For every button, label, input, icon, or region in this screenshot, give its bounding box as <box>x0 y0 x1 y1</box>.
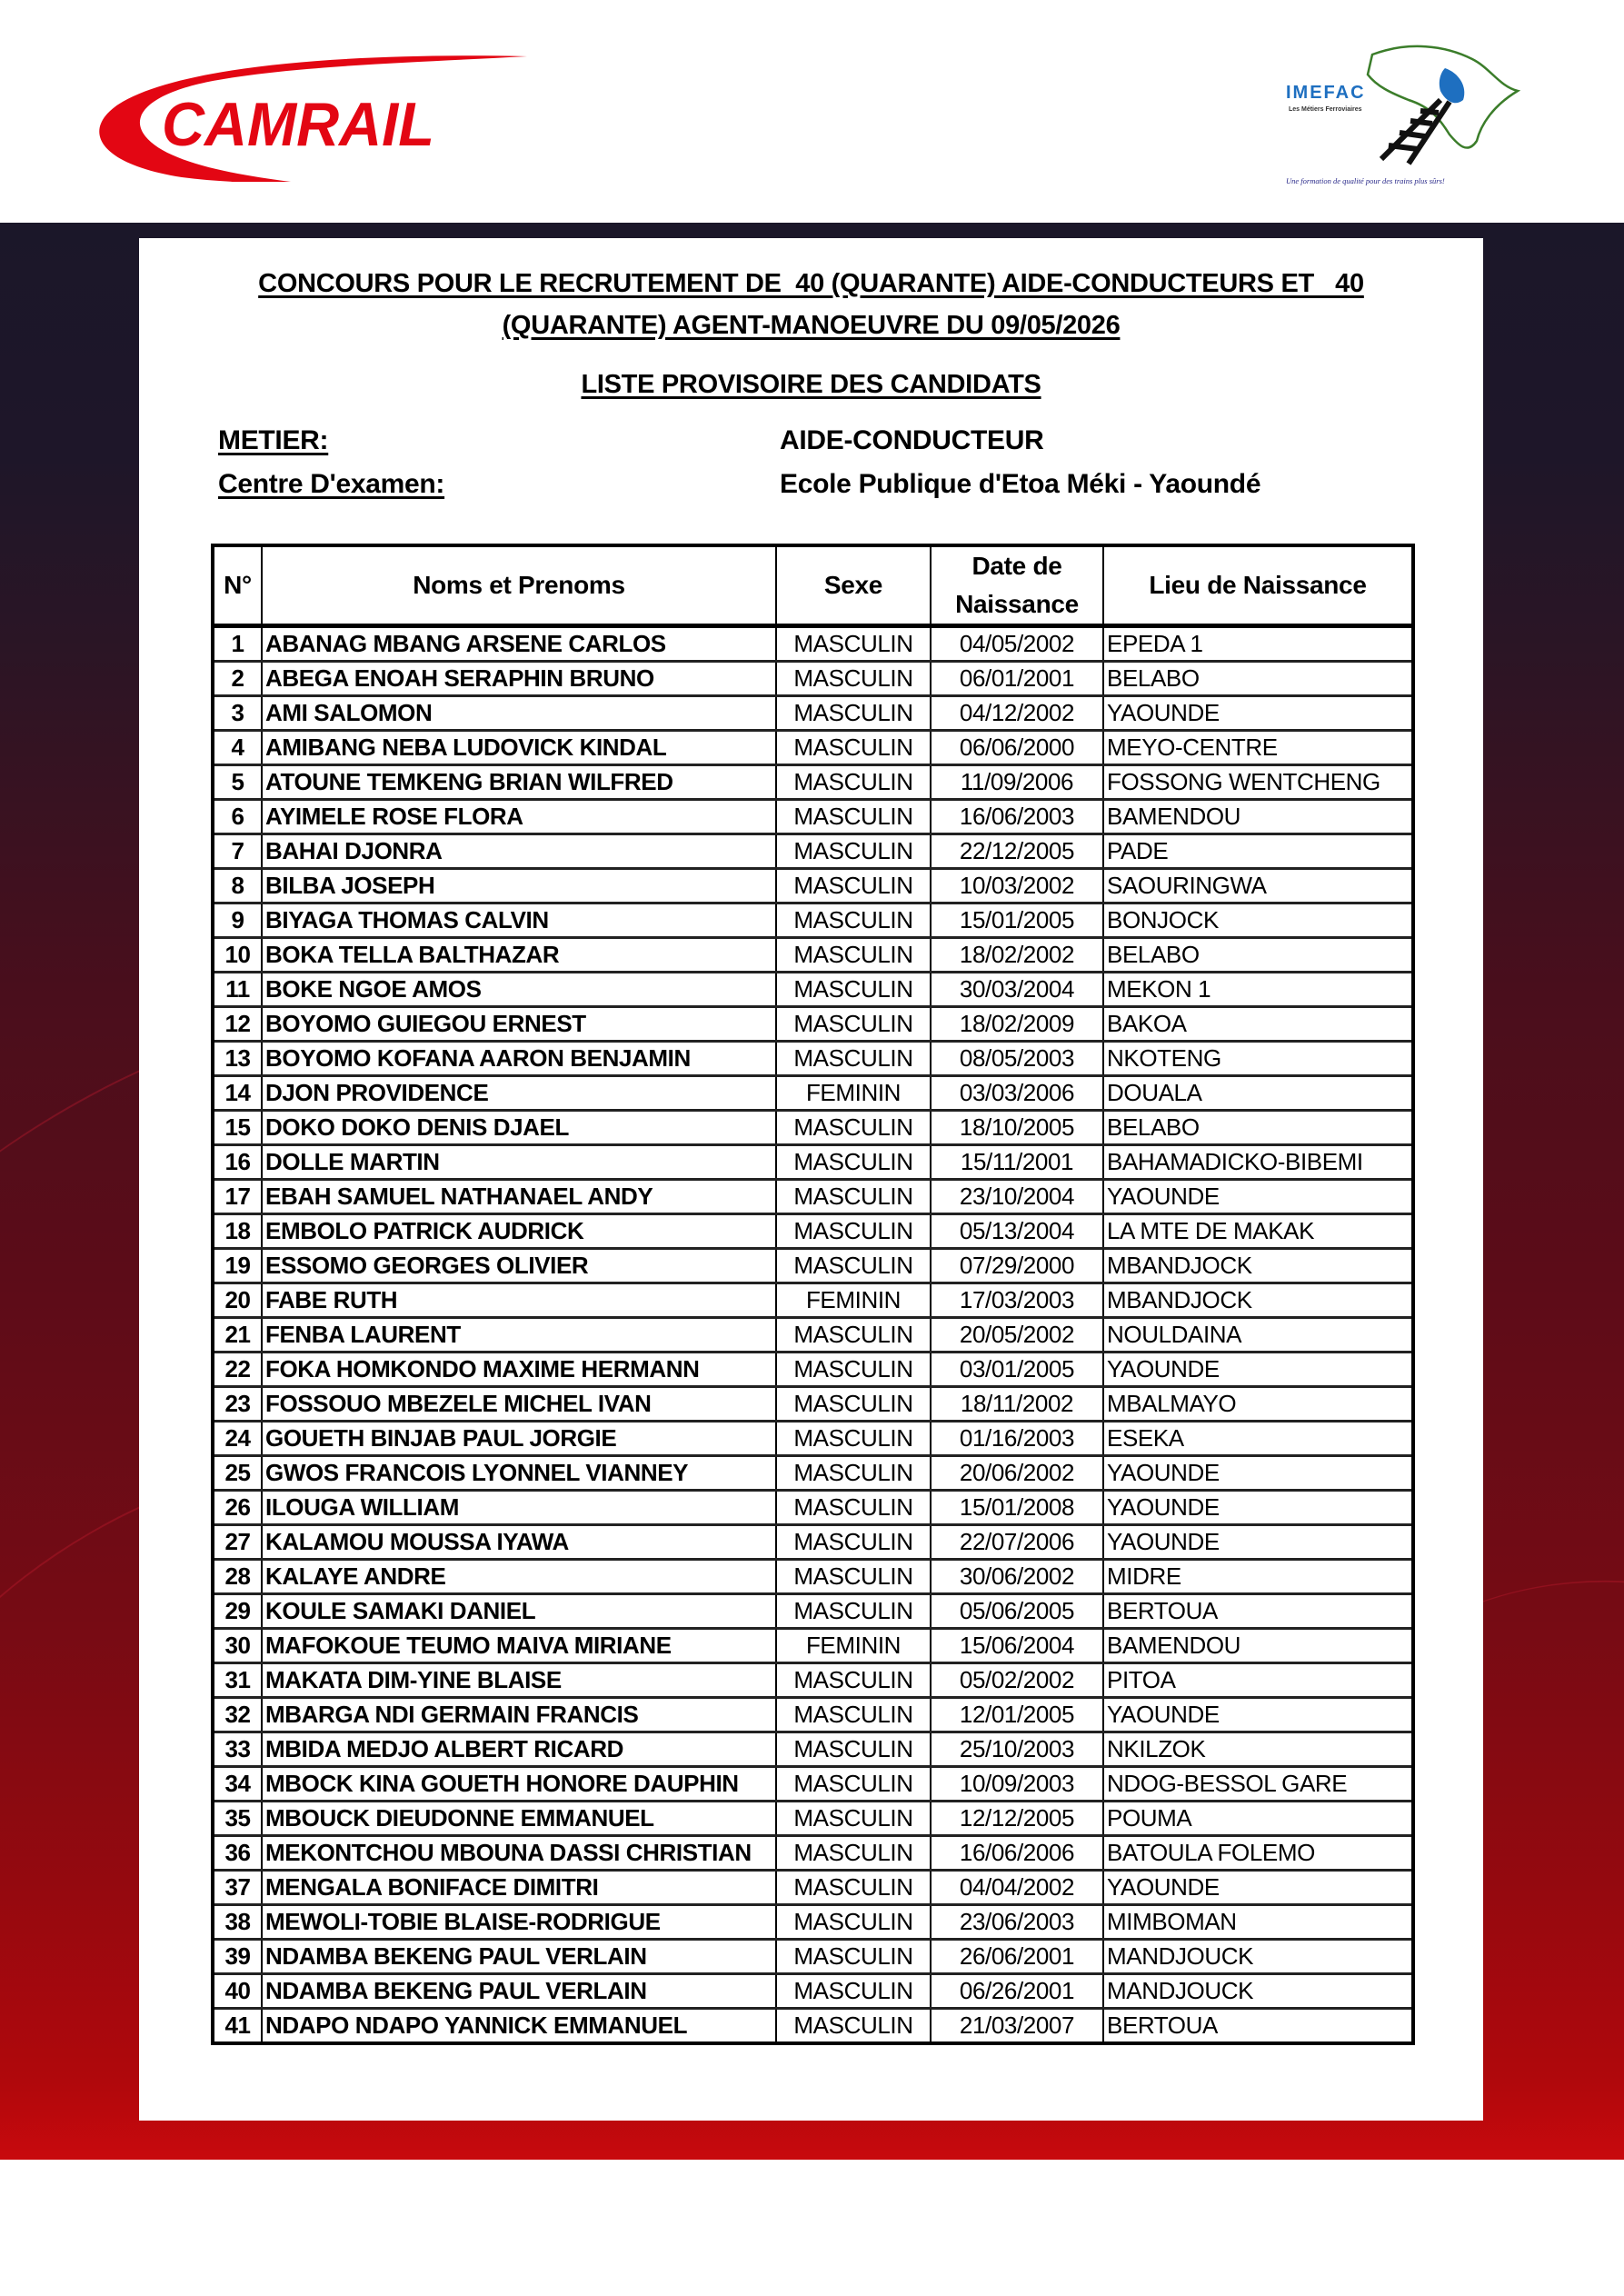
metier-label <box>218 425 328 456</box>
candidate-birthdate: 30/06/2002 <box>931 1560 1103 1594</box>
table-row <box>213 1802 1413 1836</box>
candidate-name: AMIBANG NEBA LUDOVICK KINDAL <box>262 731 776 765</box>
document-subtitle <box>139 370 1483 400</box>
candidate-sex: MASCULIN <box>776 1214 931 1249</box>
row-number: 17 <box>213 1180 262 1214</box>
candidate-birthplace: ESEKA <box>1103 1422 1413 1456</box>
camrail-logo-text: CAMRAIL <box>162 90 434 159</box>
table-row <box>213 1283 1413 1318</box>
candidate-birthplace: BERTOUA <box>1103 2009 1413 2044</box>
table-row <box>213 1629 1413 1663</box>
table-row <box>213 1940 1413 1974</box>
candidate-name: AMI SALOMON <box>262 696 776 731</box>
candidate-sex: MASCULIN <box>776 662 931 696</box>
candidate-sex: MASCULIN <box>776 1974 931 2009</box>
candidate-sex: MASCULIN <box>776 765 931 800</box>
candidate-sex: MASCULIN <box>776 1698 931 1732</box>
candidate-sex: MASCULIN <box>776 1456 931 1491</box>
row-number: 21 <box>213 1318 262 1353</box>
table-row <box>213 938 1413 973</box>
centre-label-text: Centre D'examen: <box>218 469 445 499</box>
candidate-sex: FEMININ <box>776 1629 931 1663</box>
candidate-birthplace: DOUALA <box>1103 1076 1413 1111</box>
table-row <box>213 765 1413 800</box>
candidate-birthplace: BAKOA <box>1103 1007 1413 1042</box>
candidate-birthdate: 05/13/2004 <box>931 1214 1103 1249</box>
candidate-sex: MASCULIN <box>776 1145 931 1180</box>
column-header-name: Noms et Prenoms <box>262 545 776 626</box>
candidate-name: BAHAI DJONRA <box>262 834 776 869</box>
row-number: 6 <box>213 800 262 834</box>
row-number: 4 <box>213 731 262 765</box>
row-number: 40 <box>213 1974 262 2009</box>
row-number: 23 <box>213 1387 262 1422</box>
candidate-birthplace: MBANDJOCK <box>1103 1249 1413 1283</box>
table-row <box>213 1007 1413 1042</box>
row-number: 2 <box>213 662 262 696</box>
table-row <box>213 869 1413 903</box>
candidate-birthplace: YAOUNDE <box>1103 1456 1413 1491</box>
table-row <box>213 1076 1413 1111</box>
row-number: 34 <box>213 1767 262 1802</box>
row-number: 25 <box>213 1456 262 1491</box>
table-row <box>213 2009 1413 2044</box>
candidate-birthplace: YAOUNDE <box>1103 1353 1413 1387</box>
row-number: 33 <box>213 1732 262 1767</box>
row-number: 22 <box>213 1353 262 1387</box>
candidate-birthplace: MBALMAYO <box>1103 1387 1413 1422</box>
candidate-birthplace: YAOUNDE <box>1103 1698 1413 1732</box>
candidate-sex: MASCULIN <box>776 696 931 731</box>
candidate-name: DJON PROVIDENCE <box>262 1076 776 1111</box>
candidate-birthplace: NKOTENG <box>1103 1042 1413 1076</box>
candidate-birthplace: SAOURINGWA <box>1103 869 1413 903</box>
candidate-birthplace: BAMENDOU <box>1103 1629 1413 1663</box>
table-row <box>213 1353 1413 1387</box>
candidate-sex: MASCULIN <box>776 1905 931 1940</box>
candidate-birthplace: YAOUNDE <box>1103 1871 1413 1905</box>
candidate-name: KOULE SAMAKI DANIEL <box>262 1594 776 1629</box>
imefac-logo-subtitle: Les Métiers Ferroviaires <box>1289 106 1362 113</box>
candidate-birthplace: BATOULA FOLEMO <box>1103 1836 1413 1871</box>
candidate-name: DOKO DOKO DENIS DJAEL <box>262 1111 776 1145</box>
candidate-birthplace: MIMBOMAN <box>1103 1905 1413 1940</box>
candidate-birthdate: 23/06/2003 <box>931 1905 1103 1940</box>
table-row <box>213 800 1413 834</box>
candidate-birthplace: MEYO-CENTRE <box>1103 731 1413 765</box>
candidate-sex: MASCULIN <box>776 1387 931 1422</box>
candidate-name: MBARGA NDI GERMAIN FRANCIS <box>262 1698 776 1732</box>
imefac-logo-tagline: Une formation de qualité pour des trains plus sûrs! <box>1286 176 1445 185</box>
candidate-name: BOYOMO GUIEGOU ERNEST <box>262 1007 776 1042</box>
candidate-sex: FEMININ <box>776 1076 931 1111</box>
row-number: 39 <box>213 1940 262 1974</box>
row-number: 30 <box>213 1629 262 1663</box>
candidate-birthplace: NOULDAINA <box>1103 1318 1413 1353</box>
candidate-birthplace: BELABO <box>1103 662 1413 696</box>
candidate-name: ILOUGA WILLIAM <box>262 1491 776 1525</box>
candidate-birthdate: 04/04/2002 <box>931 1871 1103 1905</box>
candidate-sex: MASCULIN <box>776 1802 931 1836</box>
table-row <box>213 1974 1413 2009</box>
candidate-birthplace: NKILZOK <box>1103 1732 1413 1767</box>
candidate-sex: MASCULIN <box>776 938 931 973</box>
table-row <box>213 1767 1413 1802</box>
imefac-logo-text: IMEFAC <box>1286 83 1366 103</box>
candidate-name: FOSSOUO MBEZELE MICHEL IVAN <box>262 1387 776 1422</box>
document-subtitle-text: LISTE PROVISOIRE DES CANDIDATS <box>581 370 1041 399</box>
row-number: 24 <box>213 1422 262 1456</box>
table-row <box>213 731 1413 765</box>
candidate-birthdate: 23/10/2004 <box>931 1180 1103 1214</box>
row-number: 37 <box>213 1871 262 1905</box>
candidate-birthdate: 17/03/2003 <box>931 1283 1103 1318</box>
candidate-birthplace: BELABO <box>1103 1111 1413 1145</box>
row-number: 31 <box>213 1663 262 1698</box>
candidate-birthdate: 04/05/2002 <box>931 626 1103 662</box>
candidate-birthplace: POUMA <box>1103 1802 1413 1836</box>
candidate-birthplace: MEKON 1 <box>1103 973 1413 1007</box>
candidate-sex: MASCULIN <box>776 2009 931 2044</box>
candidate-birthplace: MANDJOUCK <box>1103 1940 1413 1974</box>
candidate-name: BOYOMO KOFANA AARON BENJAMIN <box>262 1042 776 1076</box>
table-row <box>213 1387 1413 1422</box>
table-row <box>213 1732 1413 1767</box>
table-body <box>213 626 1413 2044</box>
row-number: 9 <box>213 903 262 938</box>
table-row <box>213 1491 1413 1525</box>
candidate-name: GWOS FRANCOIS LYONNEL VIANNEY <box>262 1456 776 1491</box>
candidate-sex: MASCULIN <box>776 1111 931 1145</box>
candidate-sex: MASCULIN <box>776 1422 931 1456</box>
candidate-name: MAFOKOUE TEUMO MAIVA MIRIANE <box>262 1629 776 1663</box>
row-number: 27 <box>213 1525 262 1560</box>
candidate-sex: MASCULIN <box>776 1594 931 1629</box>
column-header-number: N° <box>213 545 262 626</box>
row-number: 20 <box>213 1283 262 1318</box>
table-header-row <box>213 545 1413 626</box>
candidate-name: AYIMELE ROSE FLORA <box>262 800 776 834</box>
row-number: 19 <box>213 1249 262 1283</box>
row-number: 35 <box>213 1802 262 1836</box>
table-row <box>213 1111 1413 1145</box>
table-row <box>213 662 1413 696</box>
candidate-name: GOUETH BINJAB PAUL JORGIE <box>262 1422 776 1456</box>
candidate-name: KALAYE ANDRE <box>262 1560 776 1594</box>
candidate-sex: MASCULIN <box>776 1836 931 1871</box>
candidate-sex: MASCULIN <box>776 1180 931 1214</box>
column-header-birthdate: Date de Naissance <box>931 545 1103 626</box>
candidate-birthdate: 25/10/2003 <box>931 1732 1103 1767</box>
candidate-sex: MASCULIN <box>776 1491 931 1525</box>
candidate-name: MAKATA DIM-YINE BLAISE <box>262 1663 776 1698</box>
row-number: 10 <box>213 938 262 973</box>
column-header-birthplace: Lieu de Naissance <box>1103 545 1413 626</box>
candidate-birthdate: 04/12/2002 <box>931 696 1103 731</box>
row-number: 13 <box>213 1042 262 1076</box>
candidate-name: EMBOLO PATRICK AUDRICK <box>262 1214 776 1249</box>
candidates-table <box>211 544 1415 2045</box>
candidate-sex: MASCULIN <box>776 1560 931 1594</box>
candidate-sex: MASCULIN <box>776 1663 931 1698</box>
candidate-birthdate: 18/02/2009 <box>931 1007 1103 1042</box>
candidate-birthplace: MBANDJOCK <box>1103 1283 1413 1318</box>
table-row <box>213 1180 1413 1214</box>
candidate-sex: MASCULIN <box>776 1732 931 1767</box>
candidate-birthdate: 05/06/2005 <box>931 1594 1103 1629</box>
candidate-birthplace: NDOG-BESSOL GARE <box>1103 1767 1413 1802</box>
table-row <box>213 1525 1413 1560</box>
metier-label-text: METIER: <box>218 425 329 455</box>
candidate-birthdate: 11/09/2006 <box>931 765 1103 800</box>
table-row <box>213 1318 1413 1353</box>
table-row <box>213 1560 1413 1594</box>
candidate-birthdate: 15/06/2004 <box>931 1629 1103 1663</box>
candidate-sex: MASCULIN <box>776 1940 931 1974</box>
candidate-birthdate: 06/26/2001 <box>931 1974 1103 2009</box>
table-row <box>213 1663 1413 1698</box>
candidate-sex: MASCULIN <box>776 834 931 869</box>
candidate-name: MBOUCK DIEUDONNE EMMANUEL <box>262 1802 776 1836</box>
candidate-birthplace: BAHAMADICKO-BIBEMI <box>1103 1145 1413 1180</box>
candidate-sex: MASCULIN <box>776 1353 931 1387</box>
candidate-birthdate: 07/29/2000 <box>931 1249 1103 1283</box>
candidate-birthplace: BONJOCK <box>1103 903 1413 938</box>
table-row <box>213 696 1413 731</box>
row-number: 18 <box>213 1214 262 1249</box>
row-number: 29 <box>213 1594 262 1629</box>
candidate-birthdate: 15/01/2005 <box>931 903 1103 938</box>
candidate-name: KALAMOU MOUSSA IYAWA <box>262 1525 776 1560</box>
row-number: 7 <box>213 834 262 869</box>
document-paper <box>139 238 1483 2121</box>
row-number: 12 <box>213 1007 262 1042</box>
row-number: 16 <box>213 1145 262 1180</box>
table-row <box>213 903 1413 938</box>
candidate-name: MBIDA MEDJO ALBERT RICARD <box>262 1732 776 1767</box>
table-row <box>213 1214 1413 1249</box>
document-title-continued <box>139 311 1483 341</box>
candidate-sex: MASCULIN <box>776 1249 931 1283</box>
candidate-sex: MASCULIN <box>776 1318 931 1353</box>
candidate-sex: MASCULIN <box>776 1525 931 1560</box>
candidate-birthdate: 18/02/2002 <box>931 938 1103 973</box>
table-row <box>213 973 1413 1007</box>
row-number: 28 <box>213 1560 262 1594</box>
row-number: 15 <box>213 1111 262 1145</box>
candidate-birthdate: 05/02/2002 <box>931 1663 1103 1698</box>
table-row <box>213 1422 1413 1456</box>
table-row <box>213 1145 1413 1180</box>
camrail-logo <box>64 45 536 182</box>
candidate-name: NDAPO NDAPO YANNICK EMMANUEL <box>262 2009 776 2044</box>
metier-value: AIDE-CONDUCTEUR <box>780 425 1044 455</box>
candidate-birthdate: 03/03/2006 <box>931 1076 1103 1111</box>
candidate-sex: MASCULIN <box>776 973 931 1007</box>
candidate-name: BILBA JOSEPH <box>262 869 776 903</box>
candidate-name: BOKA TELLA BALTHAZAR <box>262 938 776 973</box>
candidate-birthdate: 15/01/2008 <box>931 1491 1103 1525</box>
candidate-birthdate: 15/11/2001 <box>931 1145 1103 1180</box>
row-number: 14 <box>213 1076 262 1111</box>
column-header-sex: Sexe <box>776 545 931 626</box>
document-title <box>139 269 1483 299</box>
candidate-birthplace: EPEDA 1 <box>1103 626 1413 662</box>
candidate-birthdate: 06/01/2001 <box>931 662 1103 696</box>
document-title-line2: (QUARANTE) AGENT-MANOEUVRE DU 09/05/2026 <box>502 311 1121 340</box>
candidate-birthdate: 20/05/2002 <box>931 1318 1103 1353</box>
centre-label <box>218 469 444 500</box>
row-number: 5 <box>213 765 262 800</box>
candidate-sex: FEMININ <box>776 1283 931 1318</box>
table-row <box>213 1594 1413 1629</box>
candidate-birthdate: 22/07/2006 <box>931 1525 1103 1560</box>
candidate-birthdate: 20/06/2002 <box>931 1456 1103 1491</box>
candidate-birthdate: 12/12/2005 <box>931 1802 1103 1836</box>
candidate-sex: MASCULIN <box>776 869 931 903</box>
candidate-birthplace: MANDJOUCK <box>1103 1974 1413 2009</box>
candidate-birthdate: 30/03/2004 <box>931 973 1103 1007</box>
row-number: 36 <box>213 1836 262 1871</box>
candidate-birthplace: YAOUNDE <box>1103 696 1413 731</box>
imefac-logo <box>1272 36 1527 191</box>
candidate-birthplace: MIDRE <box>1103 1560 1413 1594</box>
candidate-sex: MASCULIN <box>776 1871 931 1905</box>
document-title-line1: CONCOURS POUR LE RECRUTEMENT DE 40 (QUARANTE) AIDE-CONDUCTEURS ET 40 <box>258 269 1364 298</box>
page-header <box>0 0 1624 223</box>
candidate-name: DOLLE MARTIN <box>262 1145 776 1180</box>
candidate-name: FENBA LAURENT <box>262 1318 776 1353</box>
candidate-birthdate: 08/05/2003 <box>931 1042 1103 1076</box>
candidate-sex: MASCULIN <box>776 1767 931 1802</box>
table-row <box>213 1836 1413 1871</box>
candidate-birthplace: BAMENDOU <box>1103 800 1413 834</box>
candidate-birthdate: 16/06/2003 <box>931 800 1103 834</box>
candidate-name: MEKONTCHOU MBOUNA DASSI CHRISTIAN <box>262 1836 776 1871</box>
candidate-name: FOKA HOMKONDO MAXIME HERMANN <box>262 1353 776 1387</box>
candidate-birthdate: 26/06/2001 <box>931 1940 1103 1974</box>
candidate-name: ATOUNE TEMKENG BRIAN WILFRED <box>262 765 776 800</box>
candidate-birthplace: YAOUNDE <box>1103 1180 1413 1214</box>
candidate-birthplace: PITOA <box>1103 1663 1413 1698</box>
candidate-birthdate: 16/06/2006 <box>931 1836 1103 1871</box>
candidate-birthplace: LA MTE DE MAKAK <box>1103 1214 1413 1249</box>
row-number: 41 <box>213 2009 262 2044</box>
candidate-birthplace: YAOUNDE <box>1103 1491 1413 1525</box>
candidate-name: ESSOMO GEORGES OLIVIER <box>262 1249 776 1283</box>
table-row <box>213 1905 1413 1940</box>
candidate-birthdate: 10/03/2002 <box>931 869 1103 903</box>
candidate-name: ABANAG MBANG ARSENE CARLOS <box>262 626 776 662</box>
candidate-name: FABE RUTH <box>262 1283 776 1318</box>
candidate-birthdate: 22/12/2005 <box>931 834 1103 869</box>
candidate-name: BOKE NGOE AMOS <box>262 973 776 1007</box>
candidate-sex: MASCULIN <box>776 731 931 765</box>
candidate-birthdate: 06/06/2000 <box>931 731 1103 765</box>
candidate-birthdate: 10/09/2003 <box>931 1767 1103 1802</box>
candidate-name: BIYAGA THOMAS CALVIN <box>262 903 776 938</box>
candidate-name: MEWOLI-TOBIE BLAISE-RODRIGUE <box>262 1905 776 1940</box>
candidate-birthdate: 18/11/2002 <box>931 1387 1103 1422</box>
table-row <box>213 1456 1413 1491</box>
row-number: 32 <box>213 1698 262 1732</box>
candidate-sex: MASCULIN <box>776 626 931 662</box>
row-number: 11 <box>213 973 262 1007</box>
candidate-birthdate: 03/01/2005 <box>931 1353 1103 1387</box>
candidate-sex: MASCULIN <box>776 1007 931 1042</box>
candidate-name: NDAMBA BEKENG PAUL VERLAIN <box>262 1940 776 1974</box>
table-row <box>213 1249 1413 1283</box>
candidate-name: MBOCK KINA GOUETH HONORE DAUPHIN <box>262 1767 776 1802</box>
centre-value: Ecole Publique d'Etoa Méki - Yaoundé <box>780 469 1261 499</box>
table-row <box>213 1698 1413 1732</box>
candidate-name: EBAH SAMUEL NATHANAEL ANDY <box>262 1180 776 1214</box>
row-number: 3 <box>213 696 262 731</box>
candidate-birthplace: BELABO <box>1103 938 1413 973</box>
table-row <box>213 1042 1413 1076</box>
row-number: 38 <box>213 1905 262 1940</box>
table-row <box>213 626 1413 662</box>
candidate-birthplace: BERTOUA <box>1103 1594 1413 1629</box>
candidate-birthplace: FOSSONG WENTCHENG <box>1103 765 1413 800</box>
candidate-sex: MASCULIN <box>776 903 931 938</box>
candidate-birthdate: 01/16/2003 <box>931 1422 1103 1456</box>
row-number: 8 <box>213 869 262 903</box>
table-row <box>213 834 1413 869</box>
candidate-birthdate: 12/01/2005 <box>931 1698 1103 1732</box>
candidate-birthdate: 18/10/2005 <box>931 1111 1103 1145</box>
row-number: 26 <box>213 1491 262 1525</box>
candidate-name: MENGALA BONIFACE DIMITRI <box>262 1871 776 1905</box>
candidate-sex: MASCULIN <box>776 800 931 834</box>
candidate-birthdate: 21/03/2007 <box>931 2009 1103 2044</box>
candidate-name: ABEGA ENOAH SERAPHIN BRUNO <box>262 662 776 696</box>
candidate-birthplace: YAOUNDE <box>1103 1525 1413 1560</box>
candidate-birthplace: PADE <box>1103 834 1413 869</box>
candidate-name: NDAMBA BEKENG PAUL VERLAIN <box>262 1974 776 2009</box>
table-row <box>213 1871 1413 1905</box>
row-number: 1 <box>213 626 262 662</box>
candidate-sex: MASCULIN <box>776 1042 931 1076</box>
